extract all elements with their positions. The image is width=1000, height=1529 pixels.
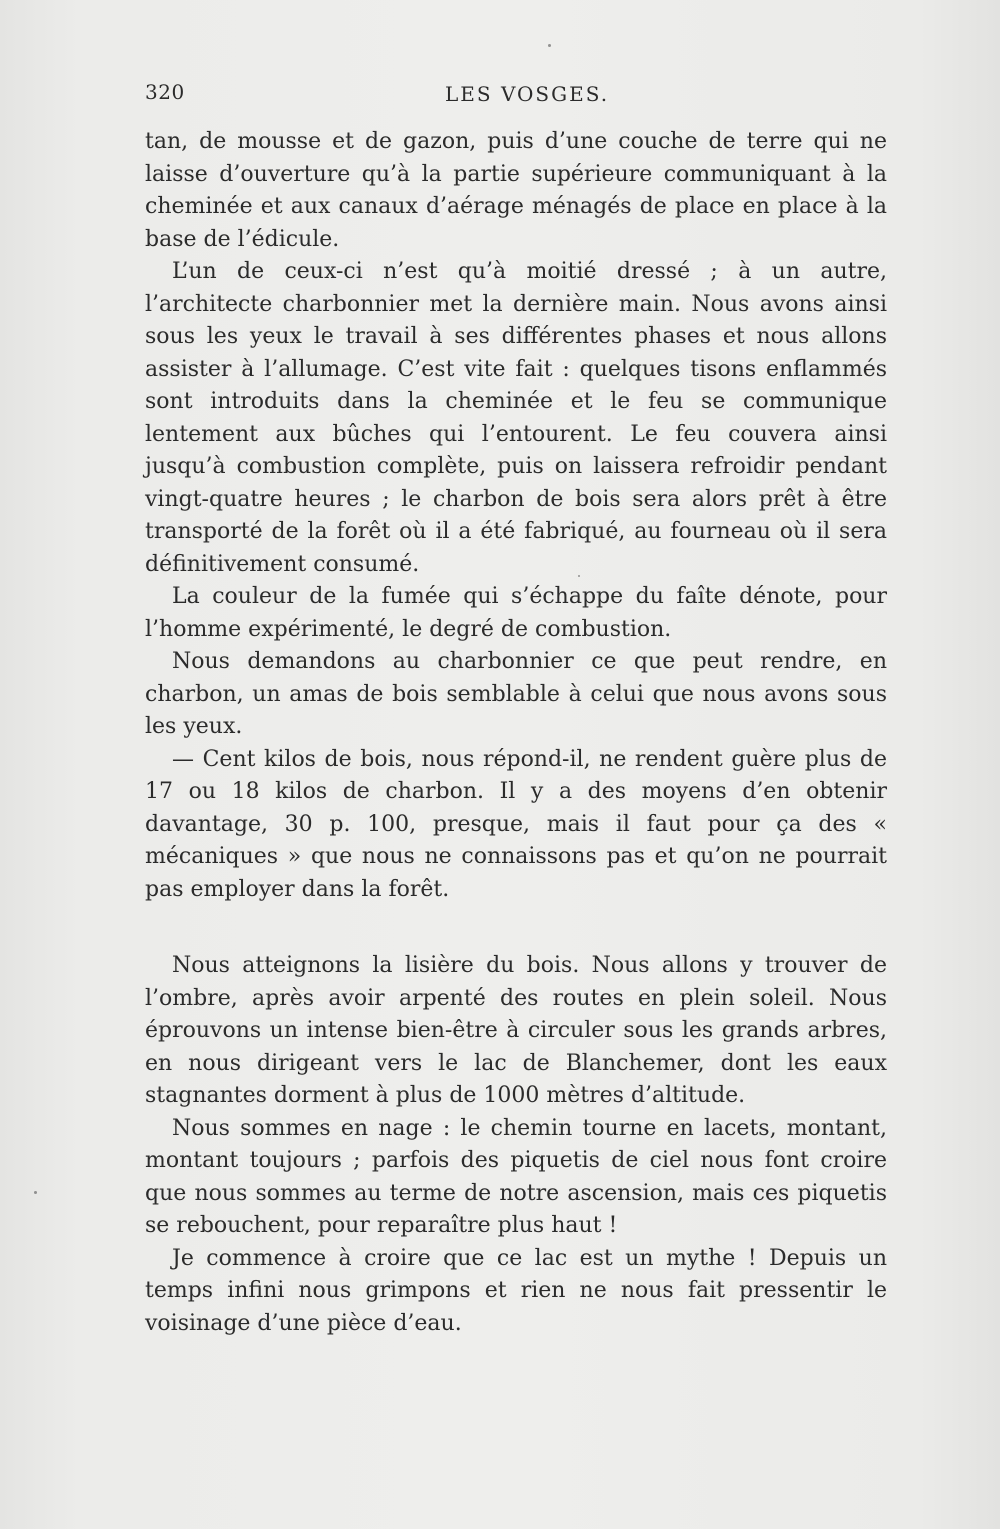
body-text xyxy=(145,126,887,1340)
section-break xyxy=(145,906,887,950)
paper-speck xyxy=(34,1191,37,1194)
paragraph: — Cent kilos de bois, nous répond-il, ne rendent guère plus de 17 ou 18 kilos de charbon. Il y a des moyens d’en obtenir davantage, 30 p. 100, presque, mais il faut pour ça des « mécaniques » que nous ne connaissons pas et qu’on ne pourrait pas employer dans la forêt. xyxy=(145,746,887,902)
running-head: LES VOSGES. xyxy=(445,82,610,106)
paragraph: Nous demandons au charbonnier ce que peut rendre, en charbon, un amas de bois semblable à celui que nous avons sous les yeux. xyxy=(145,649,887,739)
page-number: 320 xyxy=(145,80,185,104)
paragraph: L’un de ceux-ci n’est qu’à moitié dressé ; à un autre, l’architecte charbonnier met la dernière main. Nous avons ainsi sous les yeux le travail à ses différentes phases et nous allons assister à l’allumage. C’est vite fait : quelques tisons enflammés sont introduits dans la cheminée et le feu se communique lentement aux bûches qui l’entourent. Le feu couvera ainsi jusqu’à combustion complète, puis on laissera refroidir pendant vingt-quatre heures ; le charbon de bois sera alors prêt à être transporté de la forêt où il a été fabriqué, au fourneau où il sera définitivement consumé. xyxy=(145,259,887,577)
paper-speck xyxy=(548,44,551,47)
page-header xyxy=(145,80,885,114)
paper-speck xyxy=(578,575,580,577)
paragraph: tan, de mousse et de gazon, puis d’une couche de terre qui ne laisse d’ouverture qu’à la partie supérieure communiquant à la cheminée et aux canaux d’aérage ménagés de place en place à la base de l’édicule. xyxy=(145,129,887,252)
paragraph: La couleur de la fumée qui s’échappe du faîte dénote, pour l’homme expérimenté, le degré de combustion. xyxy=(145,584,887,642)
paragraph: Nous sommes en nage : le chemin tourne en lacets, montant, montant toujours ; parfois des piquetis de ciel nous font croire que nous sommes au terme de notre ascension, mais ces piquetis se rebouchent, pour reparaître plus haut ! xyxy=(145,1115,887,1238)
paragraph: Je commence à croire que ce lac est un mythe ! Depuis un temps infini nous grimpons et rien ne nous fait pressentir le voisinage d’une pièce d’eau. xyxy=(145,1245,887,1336)
paragraph: Nous atteignons la lisière du bois. Nous allons y trouver de l’ombre, après avoir arpenté des routes en plein soleil. Nous éprouvons un intense bien-être à circuler sous les grands arbres, en nous dirigeant vers le lac de Blanchemer, dont les eaux stagnantes dorment à plus de 1000 mètres d’altitude. xyxy=(145,953,887,1108)
